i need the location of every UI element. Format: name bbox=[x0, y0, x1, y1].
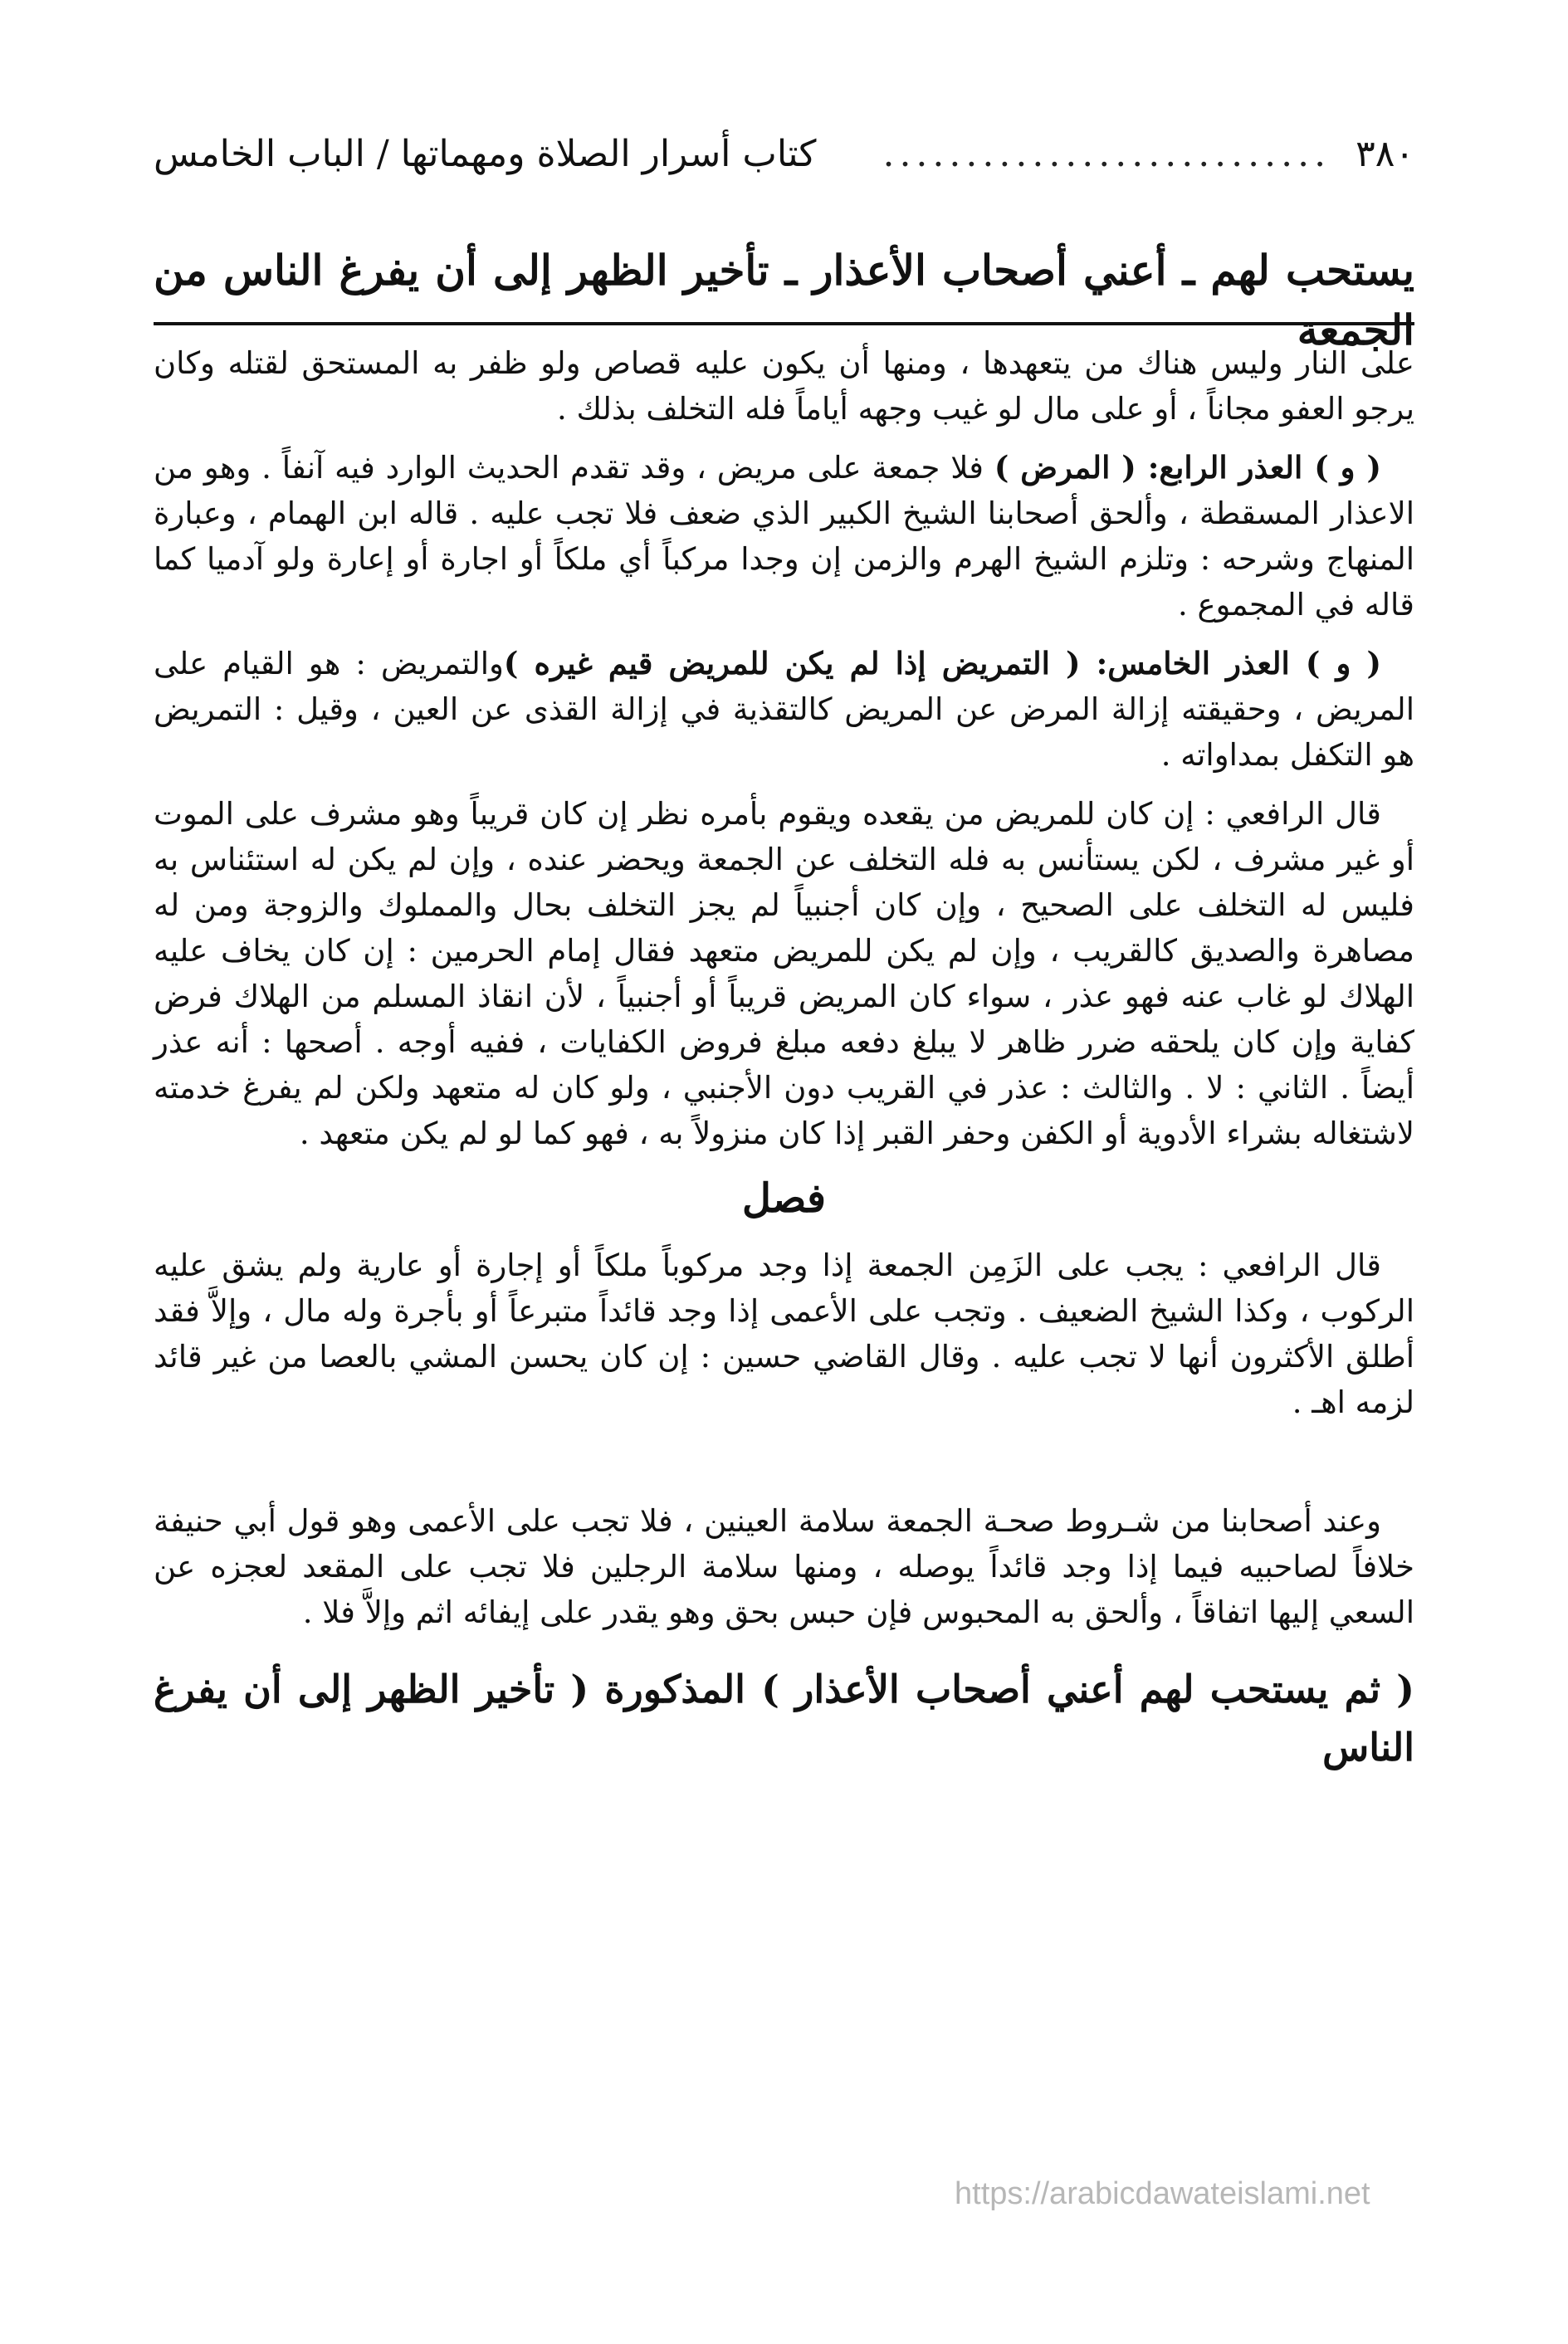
watermark-url: https://arabicdawateislami.net bbox=[955, 2176, 1370, 2211]
paragraph-fourth-excuse bbox=[154, 445, 1414, 628]
paragraph-continuation bbox=[154, 340, 1414, 432]
final-matn-line: ( ثم يستحب لهم أعني أصحاب الأعذار ) المذكورة ( تأخير الظهر إلى أن يفرغ الناس bbox=[154, 1667, 1414, 1770]
matn-header: يستحب لهم ـ أعني أصحاب الأعذار ـ تأخير الظهر إلى أن يفرغ الناس من الجمعة bbox=[154, 246, 1414, 354]
paragraph-text: على النار وليس هناك من يتعهدها ، ومنها أن يكون عليه قصاص ولو ظفر به المستحق لقتله وكان يرجو العفو مجاناً ، أو على مال لو غيب وجهه أياماً فله التخلف بذلك . bbox=[154, 345, 1414, 427]
paragraph-lead: ( و ) العذر الخامس: ( التمريض إذا لم يكن للمريض قيم غيره ) bbox=[503, 645, 1382, 681]
fasl-paragraph: قال الرافعي : يجب على الزَمِن الجمعة إذا وجد مركوباً ملكاً أو إجارة أو عارية ولم يشق عليه الركوب ، وكذا الشيخ الضعيف . وتجب على الأعمى إذا وجد قائداً متبرعاً أو بأجرة وله مال ، وإلاَّ فقد أطلق الأكثرون أنها لا تجب عليه . وقال القاضي حسين : إن كان يحسن المشي بالعصا من غير قائد لزمه اهـ . bbox=[154, 1248, 1414, 1420]
section-title: فصل bbox=[742, 1175, 826, 1222]
header-title: كتاب أسرار الصلاة ومهماتها / الباب الخامس bbox=[154, 132, 817, 175]
paragraph-rafii bbox=[154, 791, 1414, 1156]
running-header bbox=[154, 125, 1414, 183]
page-number: ٣٨٠ bbox=[1356, 132, 1414, 175]
paragraph-gap bbox=[154, 1438, 1414, 1498]
body-text bbox=[154, 340, 1414, 1776]
paragraph-text: قال الرافعي : إن كان للمريض من يقعده ويقوم بأمره نظر إن كان قريباً وهو مشرف على الموت أو غير مشرف ، لكن يستأنس به فله التخلف عن الجمعة ويحضر عنده ، وإن لم يكن له استئناس به فليس له التخلف على الصحيح ، وإن كان أجنبياً لم يجز التخلف بحال والمملوك والزوجة ومن له مصاهرة والصديق كالقريب ، وإن لم يكن للمريض متعهد فقال إمام الحرمين : إن كان يخاف عليه الهلاك لو غاب عنه فهو عذر ، سواء كان المريض قريباً أو أجنبياً ، لأن انقاذ المسلم من الهلاك فرض كفاية وإن كان يلحقه ضرر ظاهر لا يبلغ دفعه مبلغ فروض الكفايات ، ففيه أوجه . أصحها : أنه عذر أيضاً . الثاني : لا . والثالث : عذر في القريب دون الأجنبي ، ولو كان له متعهد ولكن لم يفرغ خدمته لاشتغاله بشراء الأدوية أو الكفن وحفر القبر إذا كان منزولاً به ، فهو كما لو لم يكن متعهد . bbox=[154, 796, 1414, 1151]
header-dot-leader: ........................... bbox=[882, 132, 1331, 175]
paragraph-text: والتمريض : هو القيام على المريض ، وحقيقته إزالة المرض عن المريض كالتقذية في إزالة القذى عن العين ، وقيل : التمريض هو التكفل بمداواته . bbox=[154, 646, 1414, 773]
paragraph-fifth-excuse bbox=[154, 641, 1414, 778]
paragraph-text: فلا جمعة على مريض ، وقد تقدم الحديث الوارد فيه آنفاً . وهو من الاعذار المسقطة ، وألحق أصحابنا الشيخ الكبير الذي ضعف فلا تجب عليه . قاله ابن الهمام ، وعبارة المنهاج وشرحه : وتلزم الشيخ الهرم والزمن إن وجدا مركباً أي ملكاً أو اجارة أو إعارة ولو آدميا كما قاله في المجموع . bbox=[154, 450, 1414, 623]
fasl-paragraph: وعند أصحابنا من شـروط صحـة الجمعة سلامة العينين ، فلا تجب على الأعمى وهو قول أبي حنيفة خلافاً لصاحبيه فيما إذا وجد قائداً يوصله ، ومنها سلامة الرجلين فلا تجب على المقعد لعجزه عن السعي إليها اتفاقاً ، وألحق به المحبوس فإن حبس بحق وهو يقدر على إيفائه اثم وإلاَّ فلا . bbox=[154, 1503, 1414, 1630]
header-divider bbox=[154, 322, 1414, 325]
paragraph-lead: ( و ) العذر الرابع: ( المرض ) bbox=[994, 449, 1381, 486]
